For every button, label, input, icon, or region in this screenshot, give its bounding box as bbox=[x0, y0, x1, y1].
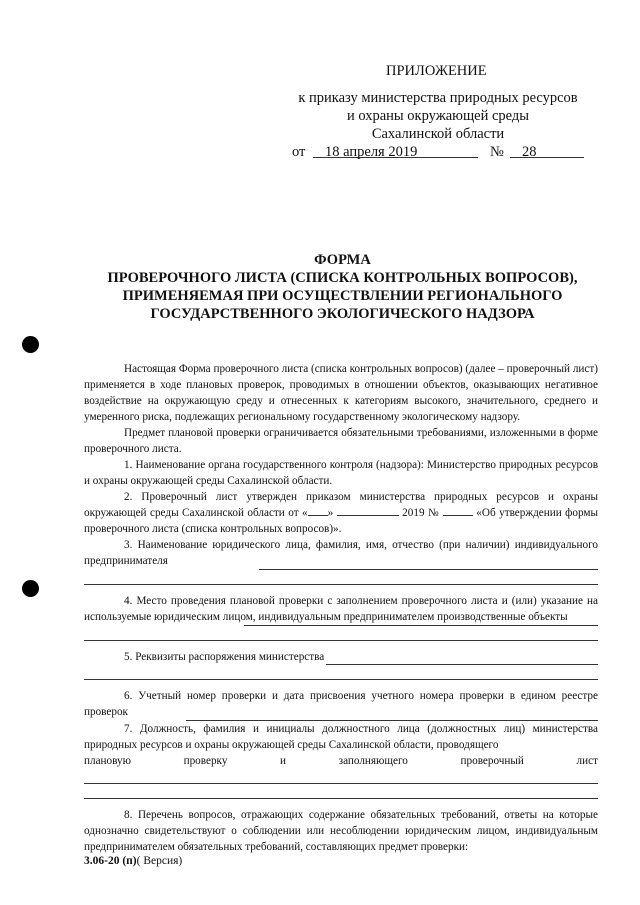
intro-paragraph-2: Предмет плановой проверки ограничивается обязательными требованиями, изложенными в форме проверочного листа. bbox=[84, 427, 598, 455]
word: проверочный bbox=[460, 755, 524, 767]
word: плановую bbox=[84, 755, 131, 767]
order-details-field[interactable] bbox=[326, 652, 598, 665]
document-footer bbox=[84, 855, 182, 867]
order-number: 28 bbox=[510, 143, 584, 158]
item-2-quote: » bbox=[327, 507, 334, 519]
punch-hole bbox=[22, 336, 39, 353]
month-blank[interactable] bbox=[337, 505, 399, 516]
order-details-field-2[interactable] bbox=[84, 665, 598, 680]
document-code: 3.06-20 (п) bbox=[84, 855, 137, 867]
document-version: ( Версия) bbox=[136, 855, 183, 867]
word: заполняющего bbox=[338, 755, 408, 767]
item-2-title: «Об утверждении формы проверочного листа (списка контрольных вопросов)». bbox=[84, 507, 599, 535]
item-2-year: 2019 № bbox=[402, 507, 440, 519]
form-body bbox=[84, 361, 598, 855]
item-8: 8. Перечень вопросов, отражающих содержание обязательных требований, ответы на которые однозначно свидетельствуют о соблюдении или несоблюдении юридическим лицом, индивидуальным предпринимателем обязательных требований, составляющих предмет проверки: bbox=[84, 809, 598, 853]
inspector-field-2[interactable] bbox=[84, 784, 598, 799]
item-6-text: 6. Учетный номер проверки и дата присвоения учетного номера проверки в едином реестре проверок bbox=[84, 690, 598, 718]
item-2-text: 2. Проверочный лист утвержден приказом министерства природных ресурсов и охраны окружающей среды Сахалинской области от « bbox=[84, 491, 598, 519]
item-4-text: 4. Место проведения плановой проверки с заполнением проверочного листа и (или) указание на используемые юридическим лицом, индивидуальным предпринимателем производственные объекты bbox=[84, 595, 598, 623]
order-date: 18 апреля 2019 bbox=[313, 143, 478, 158]
form-title-line-2: ПРОВЕРОЧНОГО ЛИСТА (СПИСКА КОНТРОЛЬНЫХ ВОПРОСОВ), bbox=[107, 270, 578, 286]
item-2 bbox=[84, 489, 598, 537]
item-7-words bbox=[84, 753, 598, 769]
item-3-text: 3. Наименование юридического лица, фамилия, имя, отчество (при наличии) индивидуального предпринимателя bbox=[84, 539, 598, 567]
header-line-2: и охраны окружающей среды bbox=[346, 108, 530, 124]
intro-paragraph-1: Настоящая Форма проверочного листа (списка контрольных вопросов) (далее – проверочный лист) применяется в ходе плановых проверок, проводимых в отношении объектов, оказывающих негативное воздействие на окружающую среду и отнесенных к категориям высокого, значительного, среднего и умеренного риска, подлежащих региональному государственному экологическому надзору. bbox=[84, 363, 598, 423]
item-7: 7. Должность, фамилия и инициалы должностного лица (должностных лиц) министерства природных ресурсов и охраны окружающей среды Сахалинской области, проводящего bbox=[84, 723, 598, 751]
word: лист bbox=[576, 755, 598, 767]
header-line-3: Сахалинской области bbox=[371, 126, 505, 142]
registry-number-field[interactable] bbox=[186, 706, 598, 721]
from-label: от bbox=[292, 144, 306, 160]
day-blank[interactable] bbox=[308, 505, 328, 516]
appendix-label: ПРИЛОЖЕНИЕ bbox=[386, 63, 487, 79]
item-1: 1. Наименование органа государственного контроля (надзора): Министерство природных ресурсов и охраны окружающей среды Сахалинской области. bbox=[84, 459, 598, 487]
header-line-1: к приказу министерства природных ресурсов bbox=[298, 90, 578, 106]
punch-hole bbox=[22, 580, 39, 597]
facilities-field-2[interactable] bbox=[84, 626, 598, 641]
word: проверку bbox=[183, 755, 228, 767]
number-blank[interactable] bbox=[443, 505, 473, 516]
form-title: ФОРМА bbox=[314, 252, 371, 268]
form-title-line-3: ПРИМЕНЯЕМАЯ ПРИ ОСУЩЕСТВЛЕНИИ РЕГИОНАЛЬНОГО bbox=[122, 288, 563, 304]
form-title-line-4: ГОСУДАРСТВЕННОГО ЭКОЛОГИЧЕСКОГО НАДЗОРА bbox=[150, 306, 535, 322]
item-4 bbox=[84, 593, 598, 625]
item-5-text: 5. Реквизиты распоряжения министерства bbox=[124, 651, 325, 663]
entrepreneur-field[interactable] bbox=[259, 555, 598, 570]
entrepreneur-field-2[interactable] bbox=[84, 570, 598, 585]
number-label: № bbox=[490, 144, 504, 160]
inspector-field[interactable] bbox=[84, 769, 598, 784]
item-5 bbox=[84, 649, 598, 665]
word: и bbox=[280, 755, 287, 767]
